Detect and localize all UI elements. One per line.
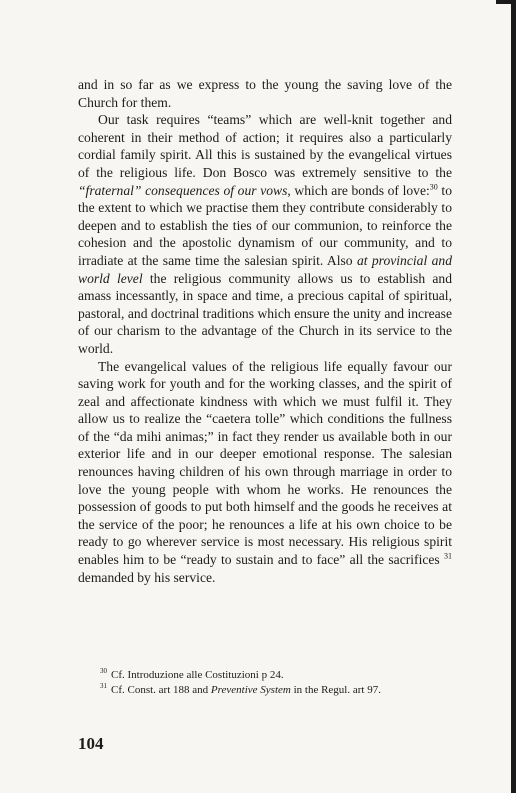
page-edge-top (496, 0, 516, 4)
text-run: to the extent to which we practise them they contribute considerably to deepen and to establish the ties of our communion, to reinforce the cohesion and the apostolic dynamism of our community, and to irradiate at the same time the salesian spirit. Also (78, 182, 452, 268)
italic-text: at provincial and world level (78, 252, 452, 286)
footnote (100, 668, 452, 683)
italic-text: “fraternal” consequences of our vows (78, 182, 288, 198)
text-run: Our task requires “teams” which are well-knit together and coherent in their method of action; it requires also a particularly cordial family spirit. All this is sustained by the evangelical virtues of the religious life. Don Bosco was extremely sensitive to the (78, 112, 452, 180)
footnote-number: 31 (100, 682, 107, 691)
text-run: the religious community allows us to establish and amass incessantly, in space and time, a precious capital of spiritual, pastoral, and doctrinal traditions which ensure the unity and increase of our charism to the advantage of the Church in its service to the world. (78, 270, 452, 356)
paragraph (78, 358, 452, 587)
footnote-reference: 31 (444, 551, 452, 561)
paragraph (78, 76, 452, 111)
paragraph (78, 111, 452, 357)
body-text (78, 76, 452, 586)
text-run: Cf. Introduzione alle Costituzioni p 24. (111, 669, 284, 681)
footnote-reference: 30 (429, 182, 438, 192)
italic-text: Preventive System (210, 684, 291, 696)
text-run: demanded by his service. (78, 569, 216, 585)
text-run: and in so far as we express to the young the saving love of the Church for them. (78, 77, 452, 110)
footnote (100, 683, 452, 698)
footnote-number: 30 (100, 667, 107, 676)
text-run: in the Regul. art 97. (290, 684, 381, 696)
text-run: The evangelical values of the religious life equally favour our saving work for youth and for the working classes, and the spirit of zeal and affectionate kindness with which we must fulfil it. They allow us to realize the “caetera tolle” which conditions the fullness of the “da mihi animas;” in fact they render us available both in our exterior life and in our deeper emotional response. The salesian renounces having children of his own through marriage in order to love the young people with whom he works. He renounces the possession of goods to put both himself and the goods he receives at the service of the poor; he renounces a life at his own choice to be ready to go wherever service is most necessary. His religious spirit enables him to be “ready to sustain and to face” all the sacrifices (78, 358, 452, 568)
page-number: 104 (78, 734, 104, 753)
text-run: Cf. Const. art 188 and (111, 684, 211, 696)
footnotes (78, 668, 452, 698)
text-run: , which are bonds of love: (287, 182, 430, 198)
page-edge (511, 0, 516, 793)
